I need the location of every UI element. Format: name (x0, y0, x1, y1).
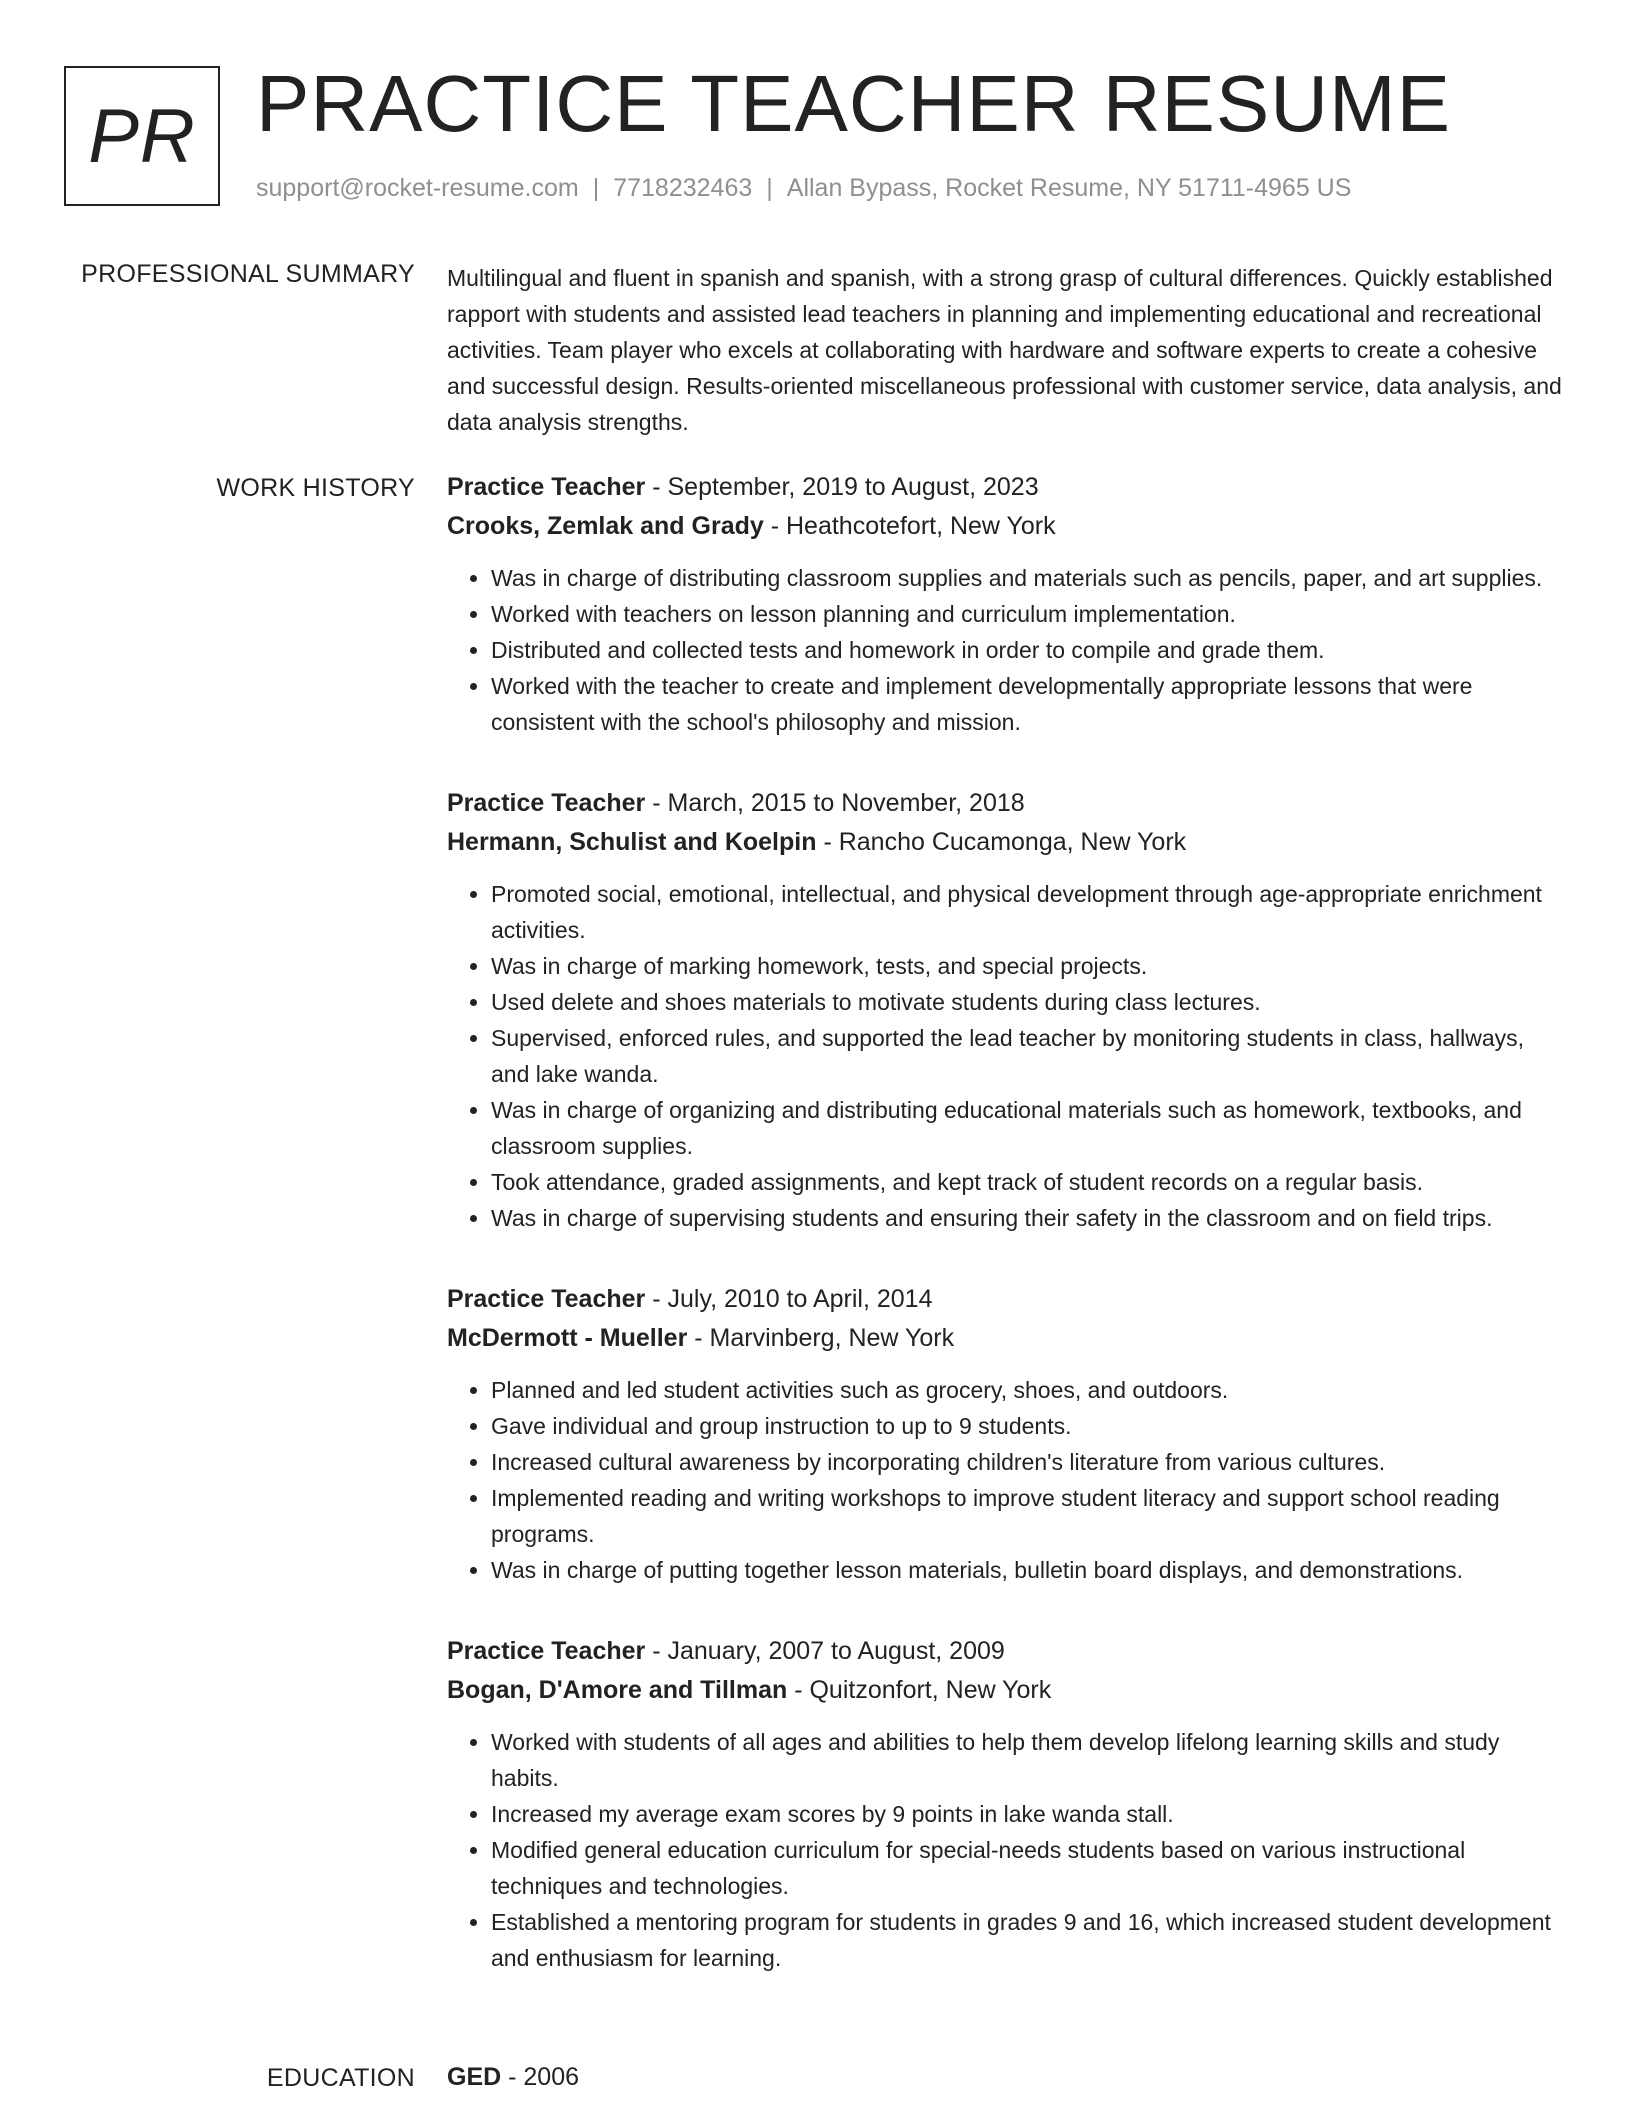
job-bullet: • Took attendance, graded assignments, and kept track of student records on a regular basis. (491, 1164, 1567, 1200)
contact-phone: 7718232463 (613, 174, 753, 202)
job-bullet: • Increased my average exam scores by 9 points in lake wanda stall. (491, 1796, 1567, 1832)
job-entry (447, 1632, 1567, 1976)
job-company: Crooks, Zemlak and Grady (447, 512, 764, 540)
job-title-line (447, 1280, 1567, 1319)
section-label-summary: PROFESSIONAL SUMMARY (81, 260, 415, 288)
job-bullet: • Was in charge of distributing classroom supplies and materials such as pencils, paper, and art supplies. (491, 560, 1567, 596)
job-company-line (447, 1671, 1567, 1710)
job-bullet: • Gave individual and group instruction to up to 9 students. (491, 1408, 1567, 1444)
education-degree: GED (447, 2063, 502, 2091)
job-entry (447, 784, 1567, 1236)
job-dates: - September, 2019 to August, 2023 (645, 473, 1039, 501)
monogram-badge: PR (64, 66, 220, 206)
contact-separator: | (766, 174, 773, 202)
job-dates: - July, 2010 to April, 2014 (645, 1285, 933, 1313)
summary-text: Multilingual and fluent in spanish and spanish, with a strong grasp of cultural differences. Quickly established rapport with students and assisted lead teachers in planning and implementing educational and recreational activities. Team player who excels at collaborating with hardware and software experts to create a cohesive and successful design. Results-oriented miscellaneous professional with customer service, data analysis, and data analysis strengths. (447, 265, 1562, 435)
job-dates: - March, 2015 to November, 2018 (645, 789, 1025, 817)
job-bullet: • Increased cultural awareness by incorporating children's literature from various cultures. (491, 1444, 1567, 1480)
job-bullet: • Promoted social, emotional, intellectual, and physical development through age-appropriate enrichment activities. (491, 876, 1567, 948)
job-bullets (447, 560, 1567, 740)
education-line (447, 2058, 1567, 2097)
job-bullet: • Planned and led student activities such as grocery, shoes, and outdoors. (491, 1372, 1567, 1408)
job-bullets (447, 1372, 1567, 1588)
job-company: Hermann, Schulist and Koelpin (447, 828, 817, 856)
section-label-work-history: WORK HISTORY (216, 474, 415, 502)
job-title: Practice Teacher (447, 789, 646, 817)
job-company-line (447, 1319, 1567, 1358)
job-company: Bogan, D'Amore and Tillman (447, 1676, 788, 1704)
job-entry (447, 468, 1567, 740)
job-title-line (447, 1632, 1567, 1671)
job-company-line (447, 507, 1567, 546)
job-title-line (447, 784, 1567, 823)
job-bullet: • Worked with students of all ages and abilities to help them develop lifelong learning skills and study habits. (491, 1724, 1567, 1796)
job-title: Practice Teacher (447, 473, 646, 501)
education-year: - 2006 (501, 2063, 580, 2091)
contact-line (256, 174, 1351, 203)
job-bullets (447, 1724, 1567, 1976)
job-location: - Rancho Cucamonga, New York (816, 828, 1187, 856)
job-bullet: • Was in charge of organizing and distributing educational materials such as homework, textbooks, and classroom supplies. (491, 1092, 1567, 1164)
job-title: Practice Teacher (447, 1285, 646, 1313)
job-bullet: • Was in charge of supervising students and ensuring their safety in the classroom and on field trips. (491, 1200, 1567, 1236)
job-entry (447, 1280, 1567, 1588)
job-bullet: • Distributed and collected tests and homework in order to compile and grade them. (491, 632, 1567, 668)
job-location: - Quitzonfort, New York (787, 1676, 1052, 1704)
resume-title: PRACTICE TEACHER RESUME (256, 59, 1452, 148)
job-bullet: • Was in charge of marking homework, tests, and special projects. (491, 948, 1567, 984)
job-list (447, 468, 1567, 2020)
contact-address: Allan Bypass, Rocket Resume, NY 51711-4965 US (786, 174, 1352, 202)
section-label-education: EDUCATION (266, 2064, 415, 2092)
job-bullet: • Worked with teachers on lesson planning and curriculum implementation. (491, 596, 1567, 632)
job-bullet: • Supervised, enforced rules, and supported the lead teacher by monitoring students in class, hallways, and lake wanda. (491, 1020, 1567, 1092)
job-bullet: • Used delete and shoes materials to motivate students during class lectures. (491, 984, 1567, 1020)
job-bullets (447, 876, 1567, 1236)
job-location: - Marvinberg, New York (687, 1324, 955, 1352)
job-bullet: • Established a mentoring program for students in grades 9 and 16, which increased student development and enthusiasm for learning. (491, 1904, 1567, 1976)
job-title: Practice Teacher (447, 1637, 646, 1665)
job-title-line (447, 468, 1567, 507)
contact-separator: | (592, 174, 600, 202)
job-bullet: • Implemented reading and writing workshops to improve student literacy and support school reading programs. (491, 1480, 1567, 1552)
job-bullet: • Worked with the teacher to create and implement developmentally appropriate lessons that were consistent with the school's philosophy and mission. (491, 668, 1567, 740)
job-location: - Heathcotefort, New York (763, 512, 1056, 540)
job-company-line (447, 823, 1567, 862)
job-bullet: • Modified general education curriculum for special-needs students based on various instructional techniques and technologies. (491, 1832, 1567, 1904)
job-bullet: • Was in charge of putting together lesson materials, bulletin board displays, and demonstrations. (491, 1552, 1567, 1588)
contact-email: support@rocket-resume.com (256, 174, 579, 202)
job-company: McDermott - Mueller (447, 1324, 688, 1352)
job-dates: - January, 2007 to August, 2009 (645, 1637, 1005, 1665)
